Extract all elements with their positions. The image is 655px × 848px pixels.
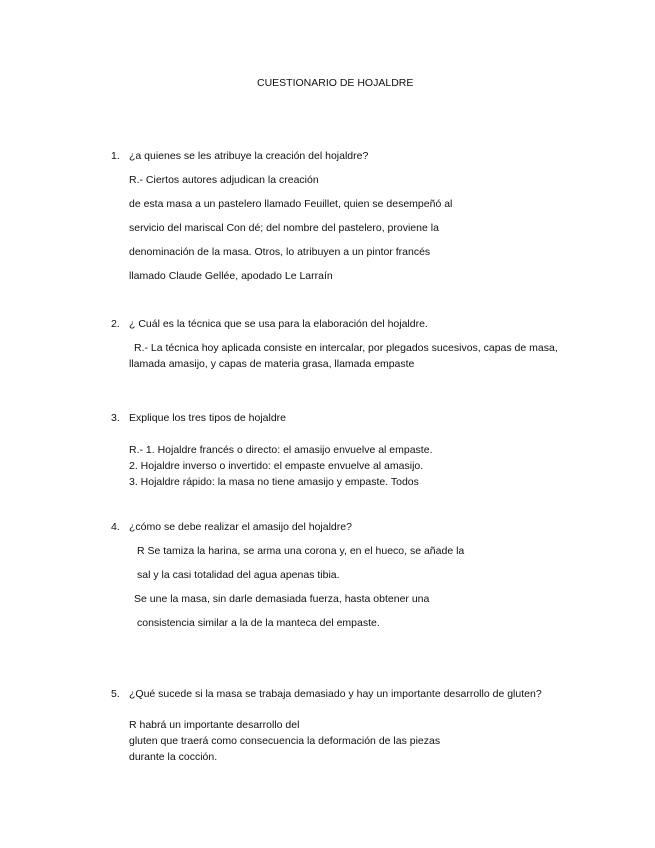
answer-2-line: llamada amasijo, y capas de materia grasa, llamada empaste [129, 358, 415, 370]
question-3-number: 3. [111, 412, 120, 424]
question-1-number: 1. [111, 150, 120, 162]
answer-3-line: R.- 1. Hojaldre francés o directo: el amasijo envuelve al empaste. [129, 444, 433, 456]
answer-1-line: de esta masa a un pastelero llamado Feuillet, quien se desempeñó al [129, 198, 453, 210]
answer-5-line: gluten que traerá como consecuencia la deformación de las piezas [129, 735, 441, 747]
answer-1-line: denominación de la masa. Otros, lo atribuyen a un pintor francés [129, 246, 431, 258]
question-4-number: 4. [111, 521, 120, 533]
question-5-number: 5. [111, 688, 120, 700]
answer-3-line: 3. Hojaldre rápido: la masa no tiene amasijo y empaste. Todos [129, 476, 419, 488]
answer-4-line: R Se tamiza la harina, se arma una corona y, en el hueco, se añade la [137, 545, 465, 557]
question-4-text: ¿cómo se debe realizar el amasijo del hojaldre? [129, 521, 352, 533]
question-5-text: ¿Qué sucede si la masa se trabaja demasiado y hay un importante desarrollo de gluten? [129, 688, 542, 700]
answer-3-line: 2. Hojaldre inverso o invertido: el empaste envuelve al amasijo. [129, 460, 424, 472]
answer-1-line: R.- Ciertos autores adjudican la creación [129, 174, 319, 186]
answer-5-line: durante la cocción. [129, 751, 218, 763]
answer-4-line: consistencia similar a la de la manteca del empaste. [137, 617, 380, 629]
answer-2-line: R.- La técnica hoy aplicada consiste en intercalar, por plegados sucesivos, capas de masa, [134, 342, 558, 354]
answer-1-line: servicio del mariscal Con dé; del nombre del pastelero, proviene la [129, 222, 439, 234]
question-1-text: ¿a quienes se les atribuye la creación del hojaldre? [129, 150, 369, 162]
answer-5-line: R habrá un importante desarrollo del [129, 719, 300, 731]
question-3-text: Explique los tres tipos de hojaldre [129, 412, 287, 424]
answer-4-line: sal y la casi totalidad del agua apenas tibia. [137, 569, 340, 581]
answer-4-line: Se une la masa, sin darle demasiada fuerza, hasta obtener una [134, 593, 430, 605]
page-title: CUESTIONARIO DE HOJALDRE [257, 77, 414, 89]
question-2-text: ¿ Cuál es la técnica que se usa para la elaboración del hojaldre. [129, 318, 428, 330]
answer-1-line: llamado Claude Gellée, apodado Le Larraín [129, 270, 333, 282]
question-2-number: 2. [111, 318, 120, 330]
